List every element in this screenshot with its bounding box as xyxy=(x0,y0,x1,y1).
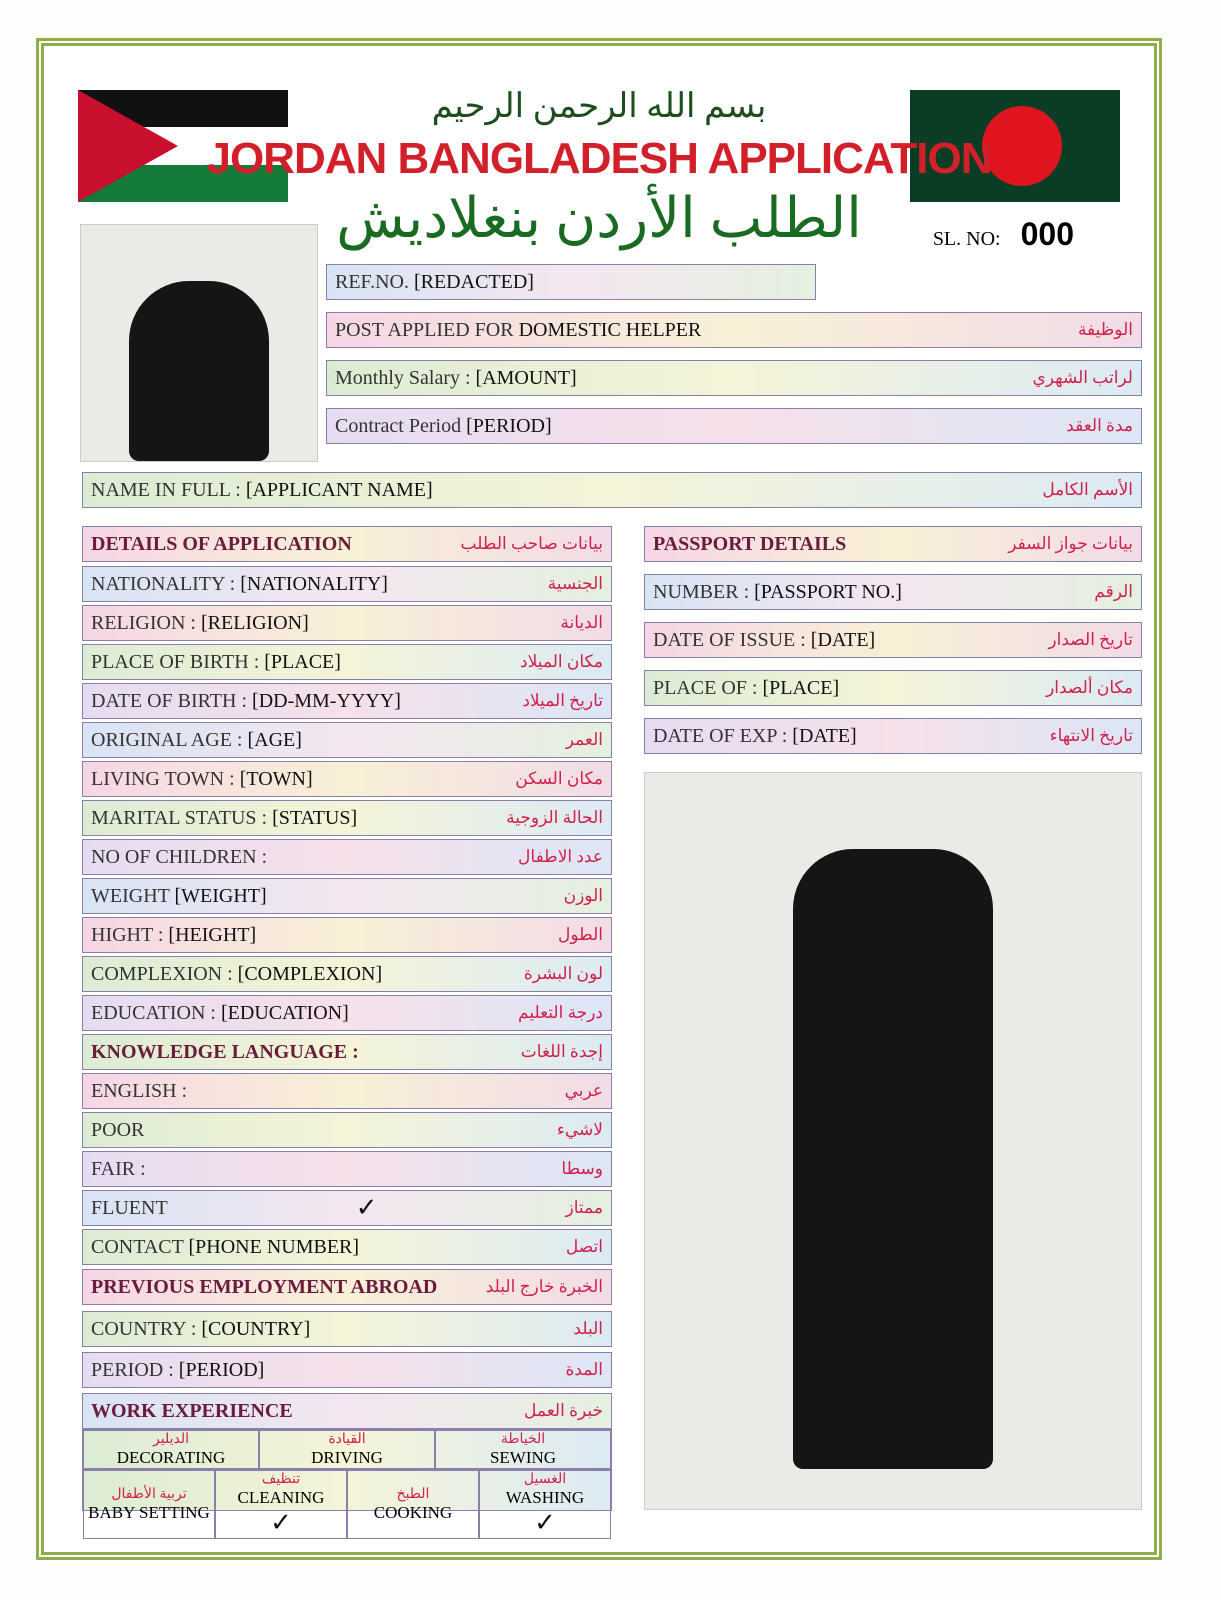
field-label-ar: إجدة اللغات xyxy=(520,1042,603,1061)
contact-row xyxy=(82,1229,612,1265)
field-label: COMPLEXION : xyxy=(91,962,233,985)
field-label-ar: المدة xyxy=(565,1360,603,1379)
top-field xyxy=(326,264,816,300)
form-frame xyxy=(36,38,1162,1560)
field-label: DETAILS OF APPLICATION xyxy=(91,532,352,555)
section-header-previous xyxy=(82,1269,612,1305)
application-row xyxy=(82,878,612,914)
field-value: [NATIONALITY] xyxy=(240,572,388,595)
field-label: NUMBER : xyxy=(653,580,750,603)
application-row xyxy=(82,839,612,875)
checkmark-icon: ✓ xyxy=(355,1193,378,1222)
previous-row xyxy=(82,1311,612,1347)
field-label: NAME IN FULL : xyxy=(91,478,241,501)
field-label-ar: العمر xyxy=(565,730,603,749)
field-label: POST APPLIED FOR xyxy=(335,318,514,341)
field-label: LIVING TOWN : xyxy=(91,767,235,790)
field-label: CONTACT xyxy=(91,1235,184,1258)
field-label: DATE OF BIRTH : xyxy=(91,689,248,712)
field-label-ar: تاريخ الميلاد xyxy=(522,691,603,710)
full-photo-placeholder xyxy=(644,772,1142,1510)
field-label-ar: البلد xyxy=(573,1319,603,1338)
field-label: Contract Period xyxy=(335,414,462,437)
field-value: [PERIOD] xyxy=(466,414,552,437)
field-value: [DATE] xyxy=(792,724,857,747)
field-label: WEIGHT xyxy=(91,884,170,907)
field-label-ar: مكان الميلاد xyxy=(520,652,603,671)
field-label: ORIGINAL AGE : xyxy=(91,728,243,751)
name-field xyxy=(82,472,1142,508)
application-row xyxy=(82,956,612,992)
language-row xyxy=(82,1112,612,1148)
application-row xyxy=(82,995,612,1031)
portrait-photo-placeholder xyxy=(80,224,318,462)
passport-row xyxy=(644,718,1142,754)
field-value: [DD-MM-YYYY] xyxy=(252,689,401,712)
field-label: PLACE OF BIRTH : xyxy=(91,650,260,673)
field-value: [PASSPORT NO.] xyxy=(754,580,902,603)
field-value: [DATE] xyxy=(810,628,876,651)
field-label: COUNTRY : xyxy=(91,1317,197,1340)
skill-cell: تربية الأطفال BABY SETTING xyxy=(83,1470,215,1539)
skill-cell: تنظيف CLEANING ✓ xyxy=(215,1470,347,1539)
field-value: [APPLICANT NAME] xyxy=(245,478,433,501)
passport-row xyxy=(644,622,1142,658)
field-label-ar: عدد الاطفال xyxy=(518,847,603,866)
language-row xyxy=(82,1151,612,1187)
field-label-ar: الوظيفة xyxy=(1077,320,1133,339)
field-value: [PLACE] xyxy=(762,676,840,699)
skills-grid xyxy=(82,1429,612,1469)
field-value: [AMOUNT] xyxy=(475,366,577,389)
title-en: JORDAN BANGLADESH APPLICATION xyxy=(206,134,992,183)
field-label: NO OF CHILDREN : xyxy=(91,845,268,868)
serial-number: SL. NO: 000 xyxy=(932,216,1074,252)
skill-cell: القيادة DRIVING xyxy=(259,1430,435,1469)
field-label-ar: مكان ألصدار xyxy=(1046,678,1133,697)
field-value: [EDUCATION] xyxy=(221,1001,349,1024)
application-row xyxy=(82,917,612,953)
skill-cell: الغسيل WASHING ✓ xyxy=(479,1470,611,1539)
field-label-ar: الديانة xyxy=(560,613,603,632)
field-value: [COUNTRY] xyxy=(201,1317,311,1340)
field-label: WORK EXPERIENCE xyxy=(91,1399,293,1422)
field-value: [REDACTED] xyxy=(413,270,534,293)
language-row xyxy=(82,1190,612,1226)
field-label-ar: عربي xyxy=(564,1081,603,1100)
field-label-ar: درجة التعليم xyxy=(518,1003,603,1022)
field-label: DATE OF EXP : xyxy=(653,724,788,747)
field-label-ar: لراتب الشهري xyxy=(1032,368,1133,387)
field-value: [TOWN] xyxy=(239,767,313,790)
field-label: POOR xyxy=(91,1118,145,1141)
field-value: [AGE] xyxy=(247,728,302,751)
application-row xyxy=(82,761,612,797)
application-row xyxy=(82,644,612,680)
application-row xyxy=(82,605,612,641)
language-row xyxy=(82,1073,612,1109)
field-label: PASSPORT DETAILS xyxy=(653,532,847,555)
field-label: PERIOD : xyxy=(91,1358,174,1381)
field-label-ar: الخبرة خارج البلد xyxy=(485,1277,603,1296)
field-label-ar: الطول xyxy=(558,925,603,944)
basmala: بسم الله الرحمن الرحيم xyxy=(431,88,767,125)
field-value: [HEIGHT] xyxy=(168,923,257,946)
application-row xyxy=(82,683,612,719)
previous-row xyxy=(82,1352,612,1388)
field-label: ENGLISH : xyxy=(91,1079,188,1102)
passport-row xyxy=(644,574,1142,610)
field-label: KNOWLEDGE LANGUAGE : xyxy=(91,1040,359,1063)
section-header-language xyxy=(82,1034,612,1070)
field-label: FAIR : xyxy=(91,1157,146,1180)
field-label: PLACE OF : xyxy=(653,676,758,699)
application-row xyxy=(82,722,612,758)
field-label: MARITAL STATUS : xyxy=(91,806,268,829)
field-value: [STATUS] xyxy=(272,806,358,829)
field-label-ar: ممتاز xyxy=(565,1198,603,1217)
top-field xyxy=(326,360,1142,396)
field-label-ar: الأسم الكامل xyxy=(1042,480,1133,499)
field-value: [PHONE NUMBER] xyxy=(188,1235,360,1258)
skills-grid xyxy=(82,1469,612,1537)
field-label-ar: تاريخ الانتهاء xyxy=(1049,726,1133,745)
field-value: [PLACE] xyxy=(264,650,341,673)
title-ar: الطلب الأردن بنغلاديش xyxy=(336,188,862,250)
field-label-ar: خبرة العمل xyxy=(524,1401,603,1420)
field-label: RELIGION : xyxy=(91,611,196,634)
field-label-ar: بيانات جواز السفر xyxy=(1008,534,1133,553)
field-label: EDUCATION : xyxy=(91,1001,216,1024)
field-value: [COMPLEXION] xyxy=(237,962,383,985)
field-label-ar: تاريخ الصدار xyxy=(1048,630,1133,649)
section-header-passport xyxy=(644,526,1142,562)
field-label-ar: مكان السكن xyxy=(515,769,603,788)
field-label-ar: لون البشرة xyxy=(523,964,603,983)
field-value: [WEIGHT] xyxy=(174,884,267,907)
field-label-ar: الحالة الزوجية xyxy=(506,808,603,827)
field-label-ar: وسطا xyxy=(561,1159,603,1178)
top-field xyxy=(326,408,1142,444)
field-label-ar: مدة العقد xyxy=(1066,416,1133,435)
top-field xyxy=(326,312,1142,348)
field-label-ar: الوزن xyxy=(563,886,603,905)
field-label: Monthly Salary : xyxy=(335,366,471,389)
field-value: [RELIGION] xyxy=(200,611,309,634)
field-label-ar: لاشيء xyxy=(556,1120,603,1139)
skill-cell: الديلير DECORATING xyxy=(83,1430,259,1469)
application-row xyxy=(82,800,612,836)
field-label: DATE OF ISSUE : xyxy=(653,628,806,651)
skill-cell: الخياطة SEWING xyxy=(435,1430,611,1469)
field-value: DOMESTIC HELPER xyxy=(518,318,702,341)
section-header-work xyxy=(82,1393,612,1429)
field-label: REF.NO. xyxy=(335,270,409,293)
field-label-ar: اتصل xyxy=(565,1237,603,1256)
field-value: [PERIOD] xyxy=(178,1358,265,1381)
application-row xyxy=(82,566,612,602)
passport-row xyxy=(644,670,1142,706)
field-label-ar: الجنسية xyxy=(547,574,603,593)
field-label: HIGHT : xyxy=(91,923,164,946)
field-label: PREVIOUS EMPLOYMENT ABROAD xyxy=(91,1275,438,1298)
field-label: FLUENT xyxy=(91,1196,168,1219)
field-label-ar: الرقم xyxy=(1094,582,1133,601)
field-label: NATIONALITY : xyxy=(91,572,236,595)
section-header-application xyxy=(82,526,612,562)
skill-cell: الطبخ COOKING xyxy=(347,1470,479,1539)
field-label-ar: بيانات صاحب الطلب xyxy=(460,534,603,553)
